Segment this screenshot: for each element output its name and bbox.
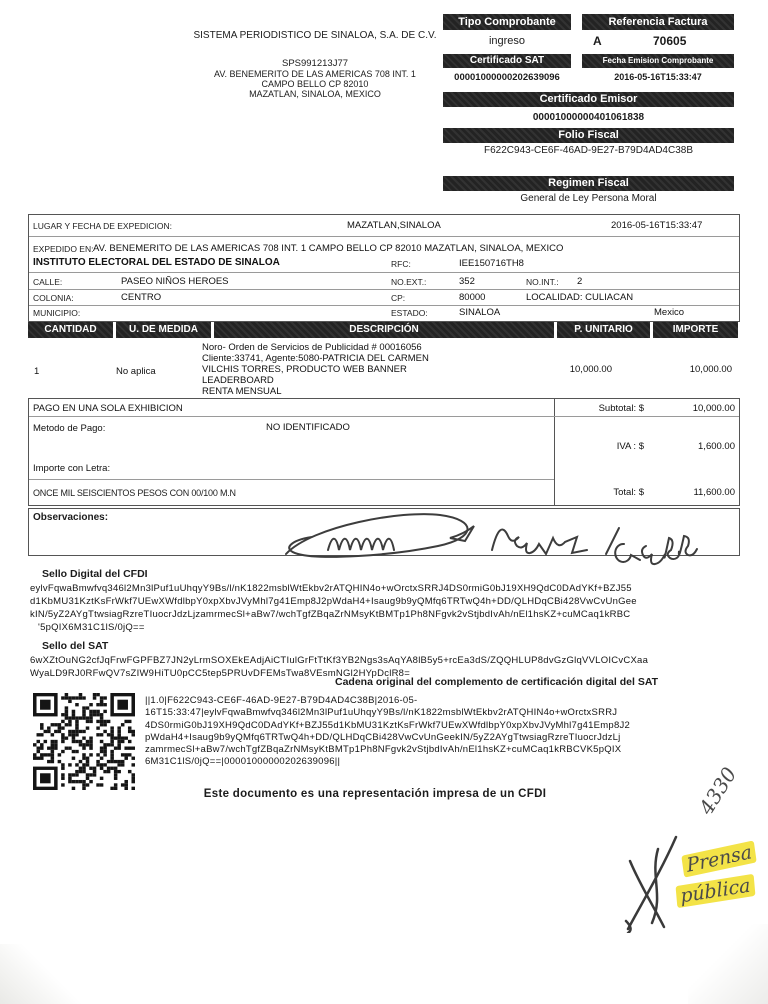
metodo-pago-label: Metodo de Pago: [33,423,106,434]
observaciones-label: Observaciones: [33,512,109,523]
item-importe: 10,000.00 [689,364,732,375]
issuer-address-3: MAZATLAN, SINALOA, MEXICO [249,89,381,99]
cadena-text: ||1.0|F622C943-CE6F-46AD-9E27-B79D4AD4C38B|2016-05- 16T15:33:47|eylvFqwaBmwfvq346l2Mn3lPuf1uUhqyY9Bs/l/nK1822msblWtEkbv2rATQHIN4o+wOrctxSRRJ 4DS0rmiG0bJ19XH9QdC0DAdYKf+BZJ55d1KbMU31KztKsFrWkf7UEwXWfdlbpY0xpXbvJVyMhl7g41Emp8J2 pWdaH4+Isaug9b9yQMfq6TRTwQ4h+DD/QLHDqCBi428VwCvUnGeekIN/5yZ2AYgTtwsiagRzreTIuocrJdzLj zamrmecSl+aBw7/wchTgfZBqaZrNMsyKtBMTp1Ph8NFgvk2vStjbdIvAh/nEl1hsKZ+cuMCaq1kRBCVK5pQIX 6M31C1lS/0jQ==|00001000000202639096|| [145,695,631,768]
sello-sat-title: Sello del SAT [42,640,109,652]
expedido-en-label: EXPEDIDO EN: [33,244,94,254]
sello-cfdi-text: eylvFqwaBmwfvq346l2Mn3lPuf1uUhqyY9Bs/l/nK1822msblWtEkbv2rATQHIN4o+wOrctxSRRJ4DS0rmiG0bJ19XH9QdC0DAdYKf+BZJ55 d1KbMU31KztKsFrWkf7UEwXWfdlbpY0xpXbvJVyMhl7g41Emp8J2pWdaH4+Isaug9b9yQMfq6TRTwQ4h+DD/QLHDqCBi428VwCvUnGee kIN/5yZ2AYgTtwsiagRzreTIuocrJdzLjzamrmecSl+aBw7/wchTgfZBqaZrNMsyKtBMTp1Ph8NFgvk2vStjbdIvAh/nEl1hsKZ+cuMCaq1kRBC '5pQIX6M31C1lS/0jQ== [30,583,637,633]
municipio-label: MUNICIPIO: [33,308,81,318]
cp-value: 80000 [459,292,486,303]
colonia-label: COLONIA: [33,293,74,303]
estado-value: SINALOA [459,307,501,318]
noint-value: 2 [577,276,583,287]
iva-label: IVA : $ [616,441,644,452]
referencia-number: 70605 [653,34,687,48]
noint-label: NO.INT.: [526,277,559,287]
rfc-value: IEE150716TH8 [459,258,524,269]
certificado-emisor-header: Certificado Emisor [443,92,734,107]
iva-value: 1,600.00 [698,441,735,452]
pen-mark [612,833,697,933]
footer-note: Este documento es una representación impresa de un CFDI [203,788,547,800]
pais-value: Mexico [654,307,685,318]
table-row [28,342,738,398]
lugar-fecha-label: LUGAR Y FECHA DE EXPEDICION: [33,221,173,231]
page-curl-right [688,924,768,1004]
item-cantidad: 1 [34,366,40,377]
calle-value: PASEO NIÑOS HEROES [121,276,229,287]
certificado-emisor-value: 00001000000401061838 [532,112,645,123]
item-punitario: 10,000.00 [569,364,612,375]
expedition-box [28,214,740,322]
item-descripcion: Noro- Orden de Servicios de Publicidad # 00016056 Cliente:33741, Agente:5080-PATRICIA DEL CARMEN VILCHIS TORRES, PRODUCTO WEB BANNER LEADERBOARD RENTA MENSUAL [202,342,429,397]
issuer-address-1: AV. BENEMERITO DE LAS AMERICAS 708 INT. 1 [214,69,416,79]
rfc-label: RFC: [391,259,411,269]
signature [278,504,703,566]
fecha-emision-header: Fecha Emision Comprobante [582,54,734,68]
referencia-factura-header: Referencia Factura [582,14,734,30]
regimen-fiscal-value: General de Ley Persona Moral [520,193,657,204]
certificado-sat-header: Certificado SAT [443,54,571,68]
referencia-series: A [593,34,602,48]
voucher-header [443,10,735,210]
lugar-value: MAZATLAN,SINALOA [347,220,441,231]
subtotal-label: Subtotal: $ [598,403,644,414]
noext-value: 352 [459,276,475,287]
stamp-word-1: Prensa [681,840,757,877]
estado-label: ESTADO: [391,308,428,318]
folio-fiscal-header: Folio Fiscal [443,128,734,143]
tipo-comprobante-header: Tipo Comprobante [443,14,571,30]
sello-cfdi-title: Sello Digital del CFDI [42,568,148,580]
handwritten-number: 4330 [694,762,742,819]
issuer-address-2: CAMPO BELLO CP 82010 [261,79,369,89]
certificado-sat-value: 00001000000202639096 [454,72,560,83]
colonia-value: CENTRO [121,292,162,303]
metodo-pago-value: NO IDENTIFICADO [266,422,350,433]
folio-fiscal-value: F622C943-CE6F-46AD-9E27-B79D4AD4C38B [484,145,693,156]
calle-label: CALLE: [33,277,63,287]
stamp-word-2: pública [676,874,756,908]
importe-letra-label: Importe con Letra: [33,463,111,474]
issuer-rfc: SPS991213J77 [281,58,349,69]
col-importe: IMPORTE [653,322,738,338]
page-curl-left [0,944,90,1004]
item-unidad: No aplica [116,366,156,377]
qr-code [33,693,135,790]
col-unidad: U. DE MEDIDA [116,322,211,338]
items-table-header [28,322,738,338]
payment-box [28,398,740,506]
total-label: Total: $ [613,487,644,498]
forma-pago: PAGO EN UNA SOLA EXHIBICION [33,403,183,414]
sello-sat-text: 6wXZtOuNG2cfJqFrwFGPFBZ7JN2yLrmSOXEkEAdjAiCTIulGrFtTtKf3YB2Ngs3sAqYA8lB5y5+rcEa3dS/ZQQHLUP8dvGzGlqVVLOICvCXaa WyaLD9RJ0RFwQV7sZIW9HiTU0pCC5tep5PRUvDFEMsTwa8VEsmNGl2HYpDclR8= [30,655,649,679]
col-cantidad: CANTIDAD [28,322,113,338]
tipo-comprobante-value: ingreso [488,35,526,47]
fecha-emision-value: 2016-05-16T15:33:47 [614,72,702,82]
issuer-block [150,30,480,99]
subtotal-value: 10,000.00 [692,403,735,414]
issuer-name: SISTEMA PERIODISTICO DE SINALOA, S.A. DE C.V. [193,30,437,41]
noext-label: NO.EXT.: [391,277,427,287]
expedido-en-value: AV. BENEMERITO DE LAS AMERICAS 708 INT. 1 CAMPO BELLO CP 82010 MAZATLAN, SINALOA, MEXICO [93,243,564,254]
cp-label: CP: [391,293,406,303]
col-descripcion: DESCRIPCIÓN [214,322,554,338]
importe-letra-value: ONCE MIL SEISCIENTOS PESOS CON 00/100 M.N [33,488,236,498]
col-punitario: P. UNITARIO [557,322,650,338]
cadena-title: Cadena original del complemento de certificación digital del SAT [335,676,659,688]
localidad-value: LOCALIDAD: CULIACAN [526,292,634,303]
fecha-expedicion-value: 2016-05-16T15:33:47 [611,220,703,231]
receiver-name: INSTITUTO ELECTORAL DEL ESTADO DE SINALOA [33,257,280,268]
regimen-fiscal-header: Regimen Fiscal [443,176,734,191]
total-value: 11,600.00 [693,487,735,498]
